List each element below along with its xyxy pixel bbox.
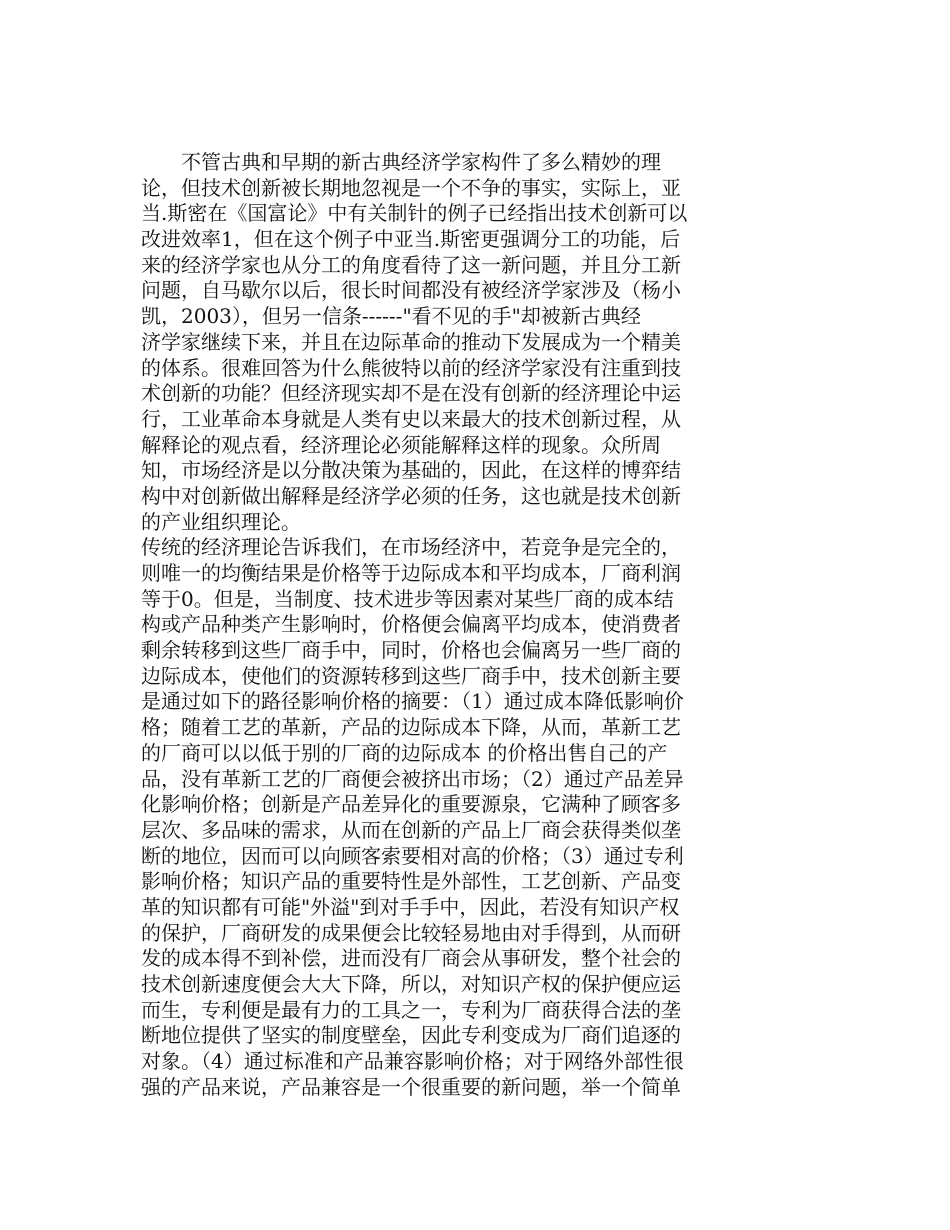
paragraph-1-line: 济学家继续下来，并且在边际革命的推动下发展成为一个精美: [141, 329, 681, 354]
paragraph-2-line: 边际成本，使他们的资源转移到这些厂商手中，技术创新主要: [141, 663, 681, 688]
paragraph-2: [141, 535, 741, 1100]
paragraph-1-line: 当.斯密在《国富论》中有关制针的例子已经指出技术创新可以: [141, 201, 688, 226]
paragraph-2-line: 则唯一的均衡结果是价格等于边际成本和平均成本，厂商利润: [141, 561, 681, 585]
paragraph-1-line: 行，工业革命本身就是人类有史以来最大的技术创新过程，从: [141, 406, 681, 431]
paragraph-2-line: 等于0。但是，当制度、技术进步等因素对某些厂商的成本结: [141, 586, 674, 611]
paragraph-2-line: 层次、多品味的需求，从而在创新的产品上厂商会获得类似垄: [141, 817, 681, 842]
paragraph-2-line: 格；随着工艺的革新，产品的边际成本下降，从而，革新工艺: [141, 715, 681, 740]
paragraph-2-line: 品，没有革新工艺的厂商便会被挤出市场；（2）通过产品差异: [141, 766, 684, 791]
paragraph-1-line: 知，市场经济是以分散决策为基础的，因此，在这样的博弈结: [141, 458, 681, 483]
paragraph-2-line: 对象。（4）通过标准和产品兼容影响价格；对于网络外部性很: [141, 1049, 684, 1074]
paragraph-1-line: 凯，2003），但另一信条------"看不见的手"却被新古典经: [141, 304, 641, 329]
paragraph-2-line: 的保护，厂商研发的成果便会比较轻易地由对手得到，从而研: [141, 920, 681, 945]
paragraph-2-line: 的厂商可以以低于别的厂商的边际成本 的价格出售自己的产: [141, 740, 668, 765]
paragraph-2-line: 剩余转移到这些厂商手中，同时，价格也会偏离另一些厂商的: [141, 638, 681, 663]
paragraph-2-line: 强的产品来说，产品兼容是一个很重要的新问题，举一个简单: [141, 1074, 681, 1099]
paragraph-2-line: 断地位提供了坚实的制度壁垒，因此专利变成为厂商们追逐的: [141, 1023, 681, 1048]
paragraph-1-line: 构中对创新做出解释是经济学必须的任务，这也就是技术创新: [141, 483, 681, 508]
paragraph-1-line: 论，但技术创新被长期地忽视是一个不争的事实，实际上，亚: [141, 175, 681, 200]
paragraph-1-line: 问题，自马歇尔以后，很长时间都没有被经济学家涉及（杨小: [141, 278, 681, 303]
paragraph-2-line: 化影响价格；创新是产品差异化的重要源泉，它满种了顾客多: [141, 792, 681, 817]
paragraph-1-line: 解释论的观点看，经济理论必须能解释这样的现象。众所周: [141, 432, 661, 457]
paragraph-2-line: 断的地位，因而可以向顾客索要相对高的价格；（3）通过专利: [141, 843, 684, 868]
paragraph-1-line: 改进效率1，但在这个例子中亚当.斯密更强调分工的功能，后: [141, 227, 681, 252]
paragraph-1: [141, 150, 741, 535]
paragraph-1-line: 的体系。很难回答为什么熊彼特以前的经济学家没有注重到技: [141, 355, 681, 380]
paragraph-2-line: 是通过如下的路径影响价格的摘要：（1）通过成本降低影响价: [141, 689, 684, 714]
paragraph-1-line: 的产业组织理论。: [141, 509, 301, 534]
paragraph-2-line: 而生，专利便是最有力的工具之一，专利为厂商获得合法的垄: [141, 997, 681, 1022]
paragraph-1-line: 术创新的功能？但经济现实却不是在没有创新的经济理论中运: [141, 381, 681, 406]
paragraph-2-line: 传统的经济理论告诉我们，在市场经济中，若竞争是完全的，: [141, 535, 681, 560]
paragraph-2-line: 技术创新速度便会大大下降，所以，对知识产权的保护便应运: [141, 972, 681, 996]
paragraph-1-line: 来的经济学家也从分工的角度看待了这一新问题，并且分工新: [141, 252, 681, 277]
paragraph-2-line: 革的知识都有可能"外溢"到对手手中，因此，若没有知识产权: [141, 894, 680, 919]
paragraph-2-line: 影响价格；知识产品的重要特性是外部性，工艺创新、产品变: [141, 869, 681, 894]
paragraph-2-line: 构或产品种类产生影响时，价格便会偏离平均成本，使消费者: [141, 612, 681, 637]
document-page: [141, 150, 741, 1100]
paragraph-2-line: 发的成本得不到补偿，进而没有厂商会从事研发，整个社会的: [141, 946, 681, 971]
paragraph-1-line: 不管古典和早期的新古典经济学家构件了多么精妙的理: [181, 150, 661, 174]
